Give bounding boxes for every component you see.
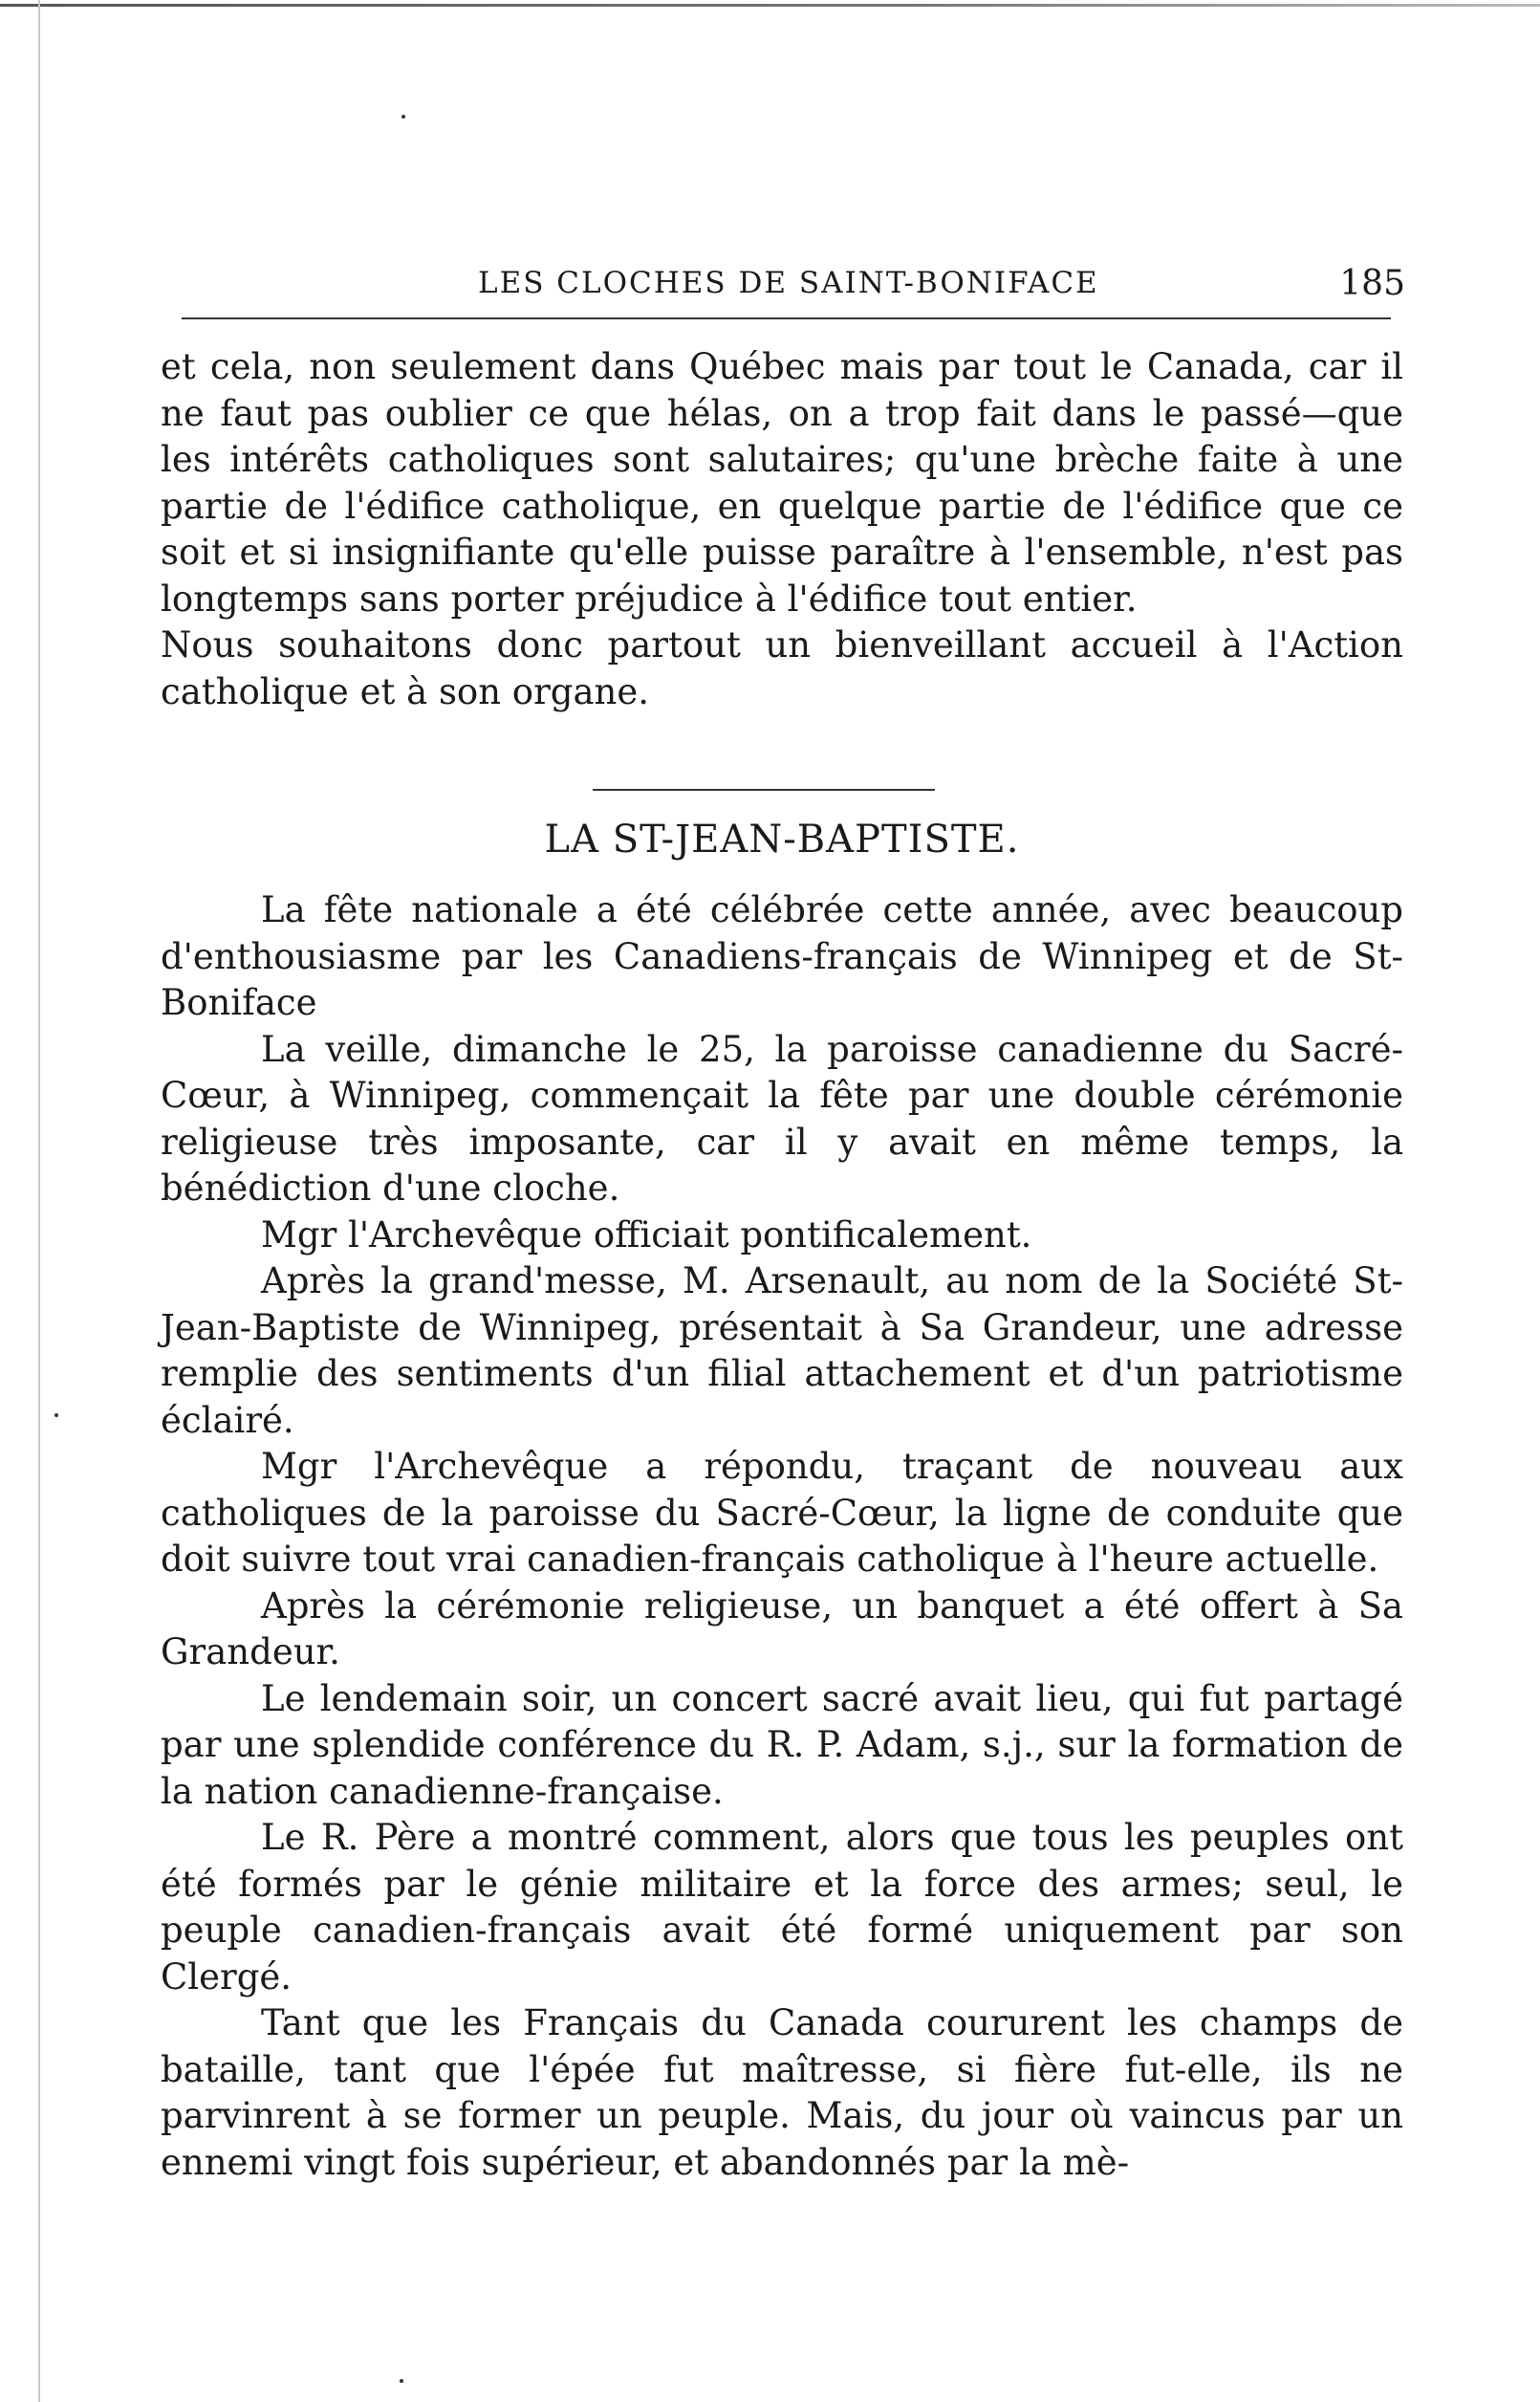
section-title: LA ST-JEAN-BAPTISTE.	[544, 818, 1020, 862]
paragraph: Mgr l'Archevêque a répondu, traçant de nouveau aux catholiques de la paroisse du Sacré-Cœur, la ligne de conduite que doit suivre tout vrai canadien-français catholique à l'heure actuelle.	[161, 1446, 1403, 1580]
paragraph: La fête nationale a été célébrée cette année, avec beaucoup d'enthousiasme par les Canadiens-français de Winnipeg et de St-Boniface	[161, 889, 1403, 1023]
section-divider	[593, 789, 935, 791]
section-body	[161, 887, 1403, 2186]
paragraph: Mgr l'Archevêque officiait pontificalement.	[261, 1213, 1032, 1256]
paragraph: et cela, non seulement dans Québec mais par tout le Canada, car il ne faut pas oublier ce que hélas, on a trop fait dans le passé—que les intérêts catholiques sont salutaires; qu'une brèche faite à une partie de l'édifice catholique, en quelque partie de l'édifice que ce soit et si insignifiante qu'elle puisse paraître à l'ensemble, n'est pas longtemps sans porter préjudice à l'édifice tout entier.	[161, 346, 1403, 620]
scan-speck	[401, 115, 405, 119]
running-title: LES CLOCHES DE SAINT-BONIFACE	[478, 266, 1099, 300]
paragraph: La veille, dimanche le 25, la paroisse canadienne du Sacré-Cœur, à Winnipeg, commençait la fête par une double cérémonie religieuse très imposante, car il y avait en même temps, la bénédiction d'une cloche.	[161, 1028, 1403, 1209]
paragraph: Tant que les Français du Canada coururent les champs de bataille, tant que l'épée fut maîtresse, si fière fut-elle, ils ne parvinrent à se former un peuple. Mais, du jour où vaincus par un ennemi vingt fois supérieur, et abandonnés par la mè-	[161, 2002, 1403, 2183]
paragraph: Après la grand'messe, M. Arsenault, au nom de la Société St-Jean-Baptiste de Winnipeg, présentait à Sa Grandeur, une adresse remplie des sentiments d'un filial attachement et d'un patriotisme éclairé.	[161, 1260, 1403, 1441]
continuation-text	[161, 344, 1403, 715]
paragraph: Le R. Père a montré comment, alors que tous les peuples ont été formés par le génie militaire et la force des armes; seul, le peuple canadien-français avait été formé uniquement par son Clergé.	[161, 1817, 1403, 1998]
scan-speck	[54, 1413, 58, 1417]
paragraph: Nous souhaitons donc partout un bienveillant accueil à l'Action catholique et à son organe.	[161, 624, 1403, 712]
page-left-edge	[38, 0, 40, 2402]
scan-speck	[400, 2379, 403, 2383]
page-top-edge	[0, 4, 1540, 7]
header-rule	[182, 317, 1391, 319]
paragraph: Après la cérémonie religieuse, un banquet a été offert à Sa Grandeur.	[161, 1584, 1403, 1672]
page-number: 185	[1339, 264, 1405, 303]
paragraph: Le lendemain soir, un concert sacré avait lieu, qui fut partagé par une splendide conférence du R. P. Adam, s.j., sur la formation de la nation canadienne-française.	[161, 1677, 1403, 1812]
running-header	[177, 256, 1405, 314]
